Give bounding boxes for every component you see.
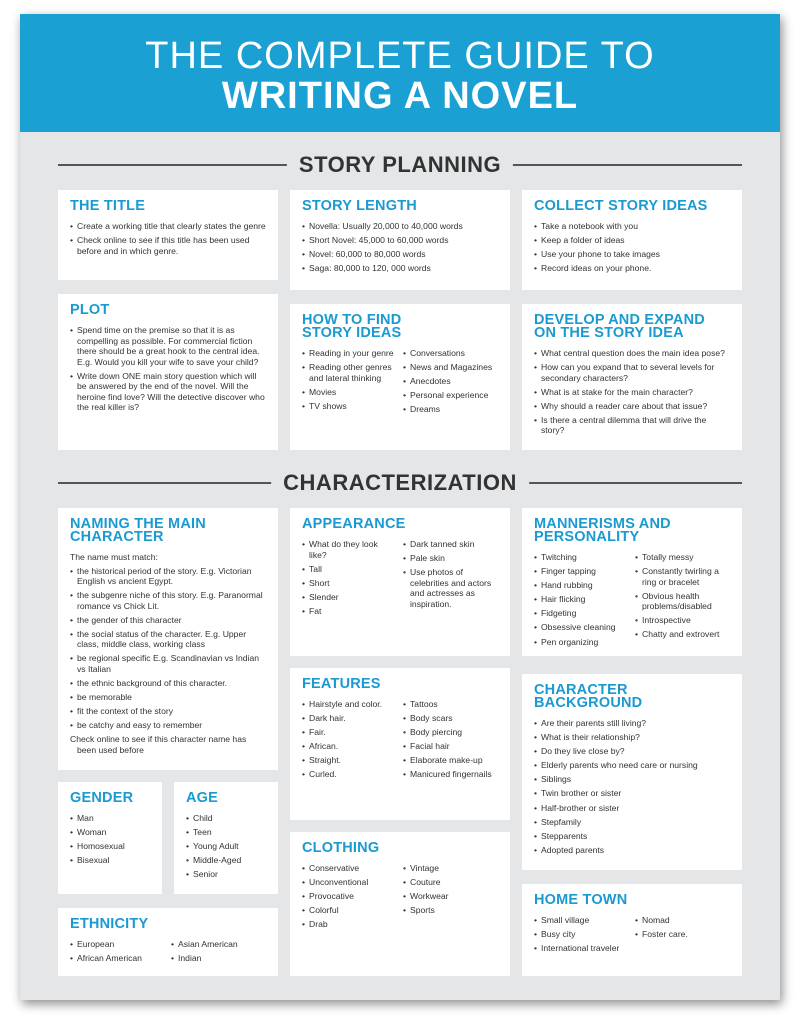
card-heading: HOW TO FIND STORY IDEAS bbox=[302, 312, 402, 341]
card-list-right bbox=[629, 552, 730, 651]
card-list-left bbox=[534, 915, 629, 957]
list-item: • Manicured fingernails bbox=[403, 769, 498, 780]
card-develop-and-expand bbox=[522, 304, 742, 450]
list-item: • Twin brother or sister bbox=[534, 788, 730, 799]
card-list-right bbox=[397, 699, 498, 784]
card-appearance bbox=[290, 508, 510, 656]
section-characterization bbox=[58, 468, 742, 498]
list-item: • Facial hair bbox=[403, 741, 498, 752]
card-naming-main-character bbox=[58, 508, 278, 770]
list-item: • How can you expand that to several levels for secondary characters? bbox=[534, 362, 730, 383]
list-item: • Nomad bbox=[635, 915, 730, 926]
list-item: • Body scars bbox=[403, 713, 498, 724]
list-item: • Conversations bbox=[403, 348, 498, 359]
list-item: • Adopted parents bbox=[534, 845, 730, 856]
list-item: • African American bbox=[70, 953, 165, 964]
list-item: • Slender bbox=[302, 592, 397, 603]
card-list-right bbox=[629, 915, 730, 957]
two-column-list bbox=[302, 699, 498, 784]
list-item: • Unconventional bbox=[302, 877, 397, 888]
list-item: • European bbox=[70, 939, 165, 950]
card-heading: PLOT bbox=[70, 302, 110, 318]
guide-sheet bbox=[20, 14, 780, 1000]
list-item: • Use your phone to take images bbox=[534, 249, 730, 260]
list-item: • Indian bbox=[171, 953, 266, 964]
list-item: • Vintage bbox=[403, 863, 498, 874]
list-item: • be regional specific E.g. Scandinavian vs Indian vs Italian bbox=[70, 653, 266, 674]
section-story-planning bbox=[58, 150, 742, 180]
list-item: • Create a working title that clearly states the genre bbox=[70, 221, 266, 232]
list-item: • be catchy and easy to remember bbox=[70, 720, 266, 731]
list-item: • Stepparents bbox=[534, 831, 730, 842]
list-item: • Reading in your genre bbox=[302, 348, 397, 359]
list-item: • Straight. bbox=[302, 755, 397, 766]
card-list bbox=[70, 566, 266, 731]
card-heading: CHARACTER BACKGROUND bbox=[534, 682, 643, 711]
card-list bbox=[534, 221, 730, 274]
naming-outro: Check online to see if this character name has been used before bbox=[70, 734, 247, 755]
list-item: • Finger tapping bbox=[534, 566, 629, 577]
card-heading: THE TITLE bbox=[70, 198, 146, 214]
list-item: • Bisexual bbox=[70, 855, 150, 866]
card-heading: STORY LENGTH bbox=[302, 198, 417, 214]
list-item: • Short bbox=[302, 578, 397, 589]
list-item: • Woman bbox=[70, 827, 150, 838]
list-item: • Foster care. bbox=[635, 929, 730, 940]
card-list bbox=[534, 348, 730, 436]
card-heading: CLOTHING bbox=[302, 840, 380, 856]
list-item: • Anecdotes bbox=[403, 376, 498, 387]
list-item: • Record ideas on your phone. bbox=[534, 263, 730, 274]
list-item: • Elaborate make-up bbox=[403, 755, 498, 766]
two-column-list bbox=[70, 939, 266, 967]
list-item: • be memorable bbox=[70, 692, 266, 703]
card-story-length bbox=[290, 190, 510, 290]
list-item: • Write down ONE main story question which will be answered by the end of the novel. Will the heroine find love? Will the detective discover who the real killer is? bbox=[70, 371, 266, 413]
list-item: • Totally messy bbox=[635, 552, 730, 563]
list-item: • Spend time on the premise so that it is as compelling as possible. For commercial fiction there should be a great hook to the central idea. E.g. Would you kill your wife to save your child? bbox=[70, 325, 266, 367]
list-item: • Drab bbox=[302, 919, 397, 930]
card-heading: ETHNICITY bbox=[70, 916, 149, 932]
list-item: • Middle-Aged bbox=[186, 855, 266, 866]
card-list bbox=[70, 325, 266, 413]
card-character-background bbox=[522, 674, 742, 870]
list-item: • Child bbox=[186, 813, 266, 824]
card-list-right bbox=[397, 539, 498, 620]
list-item: • Fat bbox=[302, 606, 397, 617]
list-item: • Is there a central dilemma that will drive the story? bbox=[534, 415, 730, 436]
list-item: • Personal experience bbox=[403, 390, 498, 401]
two-column-list bbox=[302, 539, 498, 620]
card-heading: MANNERISMS AND PERSONALITY bbox=[534, 516, 671, 545]
card-heading: COLLECT STORY IDEAS bbox=[534, 198, 708, 214]
list-item: • TV shows bbox=[302, 401, 397, 412]
card-gender bbox=[58, 782, 162, 894]
list-item: • Dark hair. bbox=[302, 713, 397, 724]
list-item: • What central question does the main idea pose? bbox=[534, 348, 730, 359]
list-item: • Asian American bbox=[171, 939, 266, 950]
card-list-left bbox=[534, 552, 629, 651]
list-item: • News and Magazines bbox=[403, 362, 498, 373]
list-item: • Elderly parents who need care or nursing bbox=[534, 760, 730, 771]
list-item: • Short Novel: 45,000 to 60,000 words bbox=[302, 235, 498, 246]
list-item: • Saga: 80,000 to 120, 000 words bbox=[302, 263, 498, 274]
list-item: • Check online to see if this title has been used before and in which genre. bbox=[70, 235, 266, 256]
two-column-list bbox=[534, 552, 730, 651]
section-heading: CHARACTERIZATION bbox=[271, 468, 529, 498]
naming-intro: The name must match: bbox=[70, 552, 158, 562]
list-item: • Dreams bbox=[403, 404, 498, 415]
card-heading: FEATURES bbox=[302, 676, 381, 692]
card-list bbox=[70, 813, 150, 866]
list-item: • Take a notebook with you bbox=[534, 221, 730, 232]
list-item: • Pen organizing bbox=[534, 637, 629, 648]
card-mannerisms-personality bbox=[522, 508, 742, 656]
card-list-left bbox=[302, 699, 397, 784]
list-item: • the social status of the character. E.g. Upper class, middle class, working class bbox=[70, 629, 266, 650]
card-heading: HOME TOWN bbox=[534, 892, 628, 908]
list-item: • Hair flicking bbox=[534, 594, 629, 605]
list-item: • Young Adult bbox=[186, 841, 266, 852]
list-item: • Homosexual bbox=[70, 841, 150, 852]
card-list bbox=[70, 221, 266, 256]
list-item: • What is their relationship? bbox=[534, 732, 730, 743]
list-item: • Are their parents still living? bbox=[534, 718, 730, 729]
card-ethnicity bbox=[58, 908, 278, 976]
card-heading: DEVELOP AND EXPAND ON THE STORY IDEA bbox=[534, 312, 705, 341]
list-item: • What is at stake for the main character? bbox=[534, 387, 730, 398]
list-item: • Dark tanned skin bbox=[403, 539, 498, 550]
list-item: • Senior bbox=[186, 869, 266, 880]
card-how-to-find-story-ideas bbox=[290, 304, 510, 450]
list-item: • the subgenre niche of this story. E.g. Paranormal romance vs Chick Lit. bbox=[70, 590, 266, 611]
list-item: • What do they look like? bbox=[302, 539, 397, 560]
card-list-right bbox=[165, 939, 266, 967]
card-features bbox=[290, 668, 510, 820]
list-item: • Tattoos bbox=[403, 699, 498, 710]
two-column-list bbox=[302, 348, 498, 418]
card-the-title bbox=[58, 190, 278, 280]
list-item: • Novella: Usually 20,000 to 40,000 words bbox=[302, 221, 498, 232]
list-item: • Teen bbox=[186, 827, 266, 838]
list-item: • Obsessive cleaning bbox=[534, 622, 629, 633]
card-plot bbox=[58, 294, 278, 450]
card-heading: AGE bbox=[186, 790, 219, 806]
list-item: • African. bbox=[302, 741, 397, 752]
card-heading: APPEARANCE bbox=[302, 516, 406, 532]
title-line-2: WRITING A NOVEL bbox=[221, 75, 579, 117]
list-item: • Why should a reader care about that issue? bbox=[534, 401, 730, 412]
list-item: • Colorful bbox=[302, 905, 397, 916]
list-item: • the gender of this character bbox=[70, 615, 266, 626]
card-clothing bbox=[290, 832, 510, 976]
list-item: • Siblings bbox=[534, 774, 730, 785]
list-item: • Workwear bbox=[403, 891, 498, 902]
list-item: • Movies bbox=[302, 387, 397, 398]
card-heading: GENDER bbox=[70, 790, 134, 806]
list-item: • Use photos of celebrities and actors and actresses as inspiration. bbox=[403, 567, 498, 609]
list-item: • the historical period of the story. E.g. Victorian English vs ancient Egypt. bbox=[70, 566, 266, 587]
list-item: • Novel: 60,000 to 80,000 words bbox=[302, 249, 498, 260]
list-item: • Tall bbox=[302, 564, 397, 575]
two-column-list bbox=[534, 915, 730, 957]
card-list-left bbox=[302, 539, 397, 620]
list-item: • Twitching bbox=[534, 552, 629, 563]
list-item: • Busy city bbox=[534, 929, 629, 940]
list-item: • Man bbox=[70, 813, 150, 824]
list-item: • Reading other genres and lateral thinking bbox=[302, 362, 397, 383]
title-banner bbox=[20, 14, 780, 132]
list-item: • Hairstyle and color. bbox=[302, 699, 397, 710]
list-item: • Half-brother or sister bbox=[534, 803, 730, 814]
card-list bbox=[302, 221, 498, 274]
list-item: • Sports bbox=[403, 905, 498, 916]
list-item: • the ethnic background of this character. bbox=[70, 678, 266, 689]
card-list bbox=[534, 718, 730, 855]
card-heading: NAMING THE MAIN CHARACTER bbox=[70, 516, 206, 545]
list-item: • Constantly twirling a ring or bracelet bbox=[635, 566, 730, 587]
list-item: • Body piercing bbox=[403, 727, 498, 738]
list-item: • Obvious health problems/disabled bbox=[635, 591, 730, 612]
card-home-town bbox=[522, 884, 742, 976]
list-item: • Fair. bbox=[302, 727, 397, 738]
card-age bbox=[174, 782, 278, 894]
section-heading: STORY PLANNING bbox=[287, 150, 513, 180]
card-list-right bbox=[397, 863, 498, 933]
card-list-left bbox=[302, 348, 397, 418]
card-list-left bbox=[302, 863, 397, 933]
list-item: • Fidgeting bbox=[534, 608, 629, 619]
list-item: • Couture bbox=[403, 877, 498, 888]
list-item: • Curled. bbox=[302, 769, 397, 780]
list-item: • Stepfamily bbox=[534, 817, 730, 828]
list-item: • Small village bbox=[534, 915, 629, 926]
list-item: • fit the context of the story bbox=[70, 706, 266, 717]
list-item: • International traveler bbox=[534, 943, 629, 954]
list-item: • Conservative bbox=[302, 863, 397, 874]
list-item: • Provocative bbox=[302, 891, 397, 902]
card-list-right bbox=[397, 348, 498, 418]
two-column-list bbox=[302, 863, 498, 933]
list-item: • Hand rubbing bbox=[534, 580, 629, 591]
list-item: • Pale skin bbox=[403, 553, 498, 564]
card-list bbox=[186, 813, 266, 880]
card-list-left bbox=[70, 939, 165, 967]
list-item: • Keep a folder of ideas bbox=[534, 235, 730, 246]
list-item: • Chatty and extrovert bbox=[635, 629, 730, 640]
list-item: • Introspective bbox=[635, 615, 730, 626]
list-item: • Do they live close by? bbox=[534, 746, 730, 757]
card-collect-story-ideas bbox=[522, 190, 742, 290]
title-line-1: THE COMPLETE GUIDE TO bbox=[145, 35, 655, 77]
